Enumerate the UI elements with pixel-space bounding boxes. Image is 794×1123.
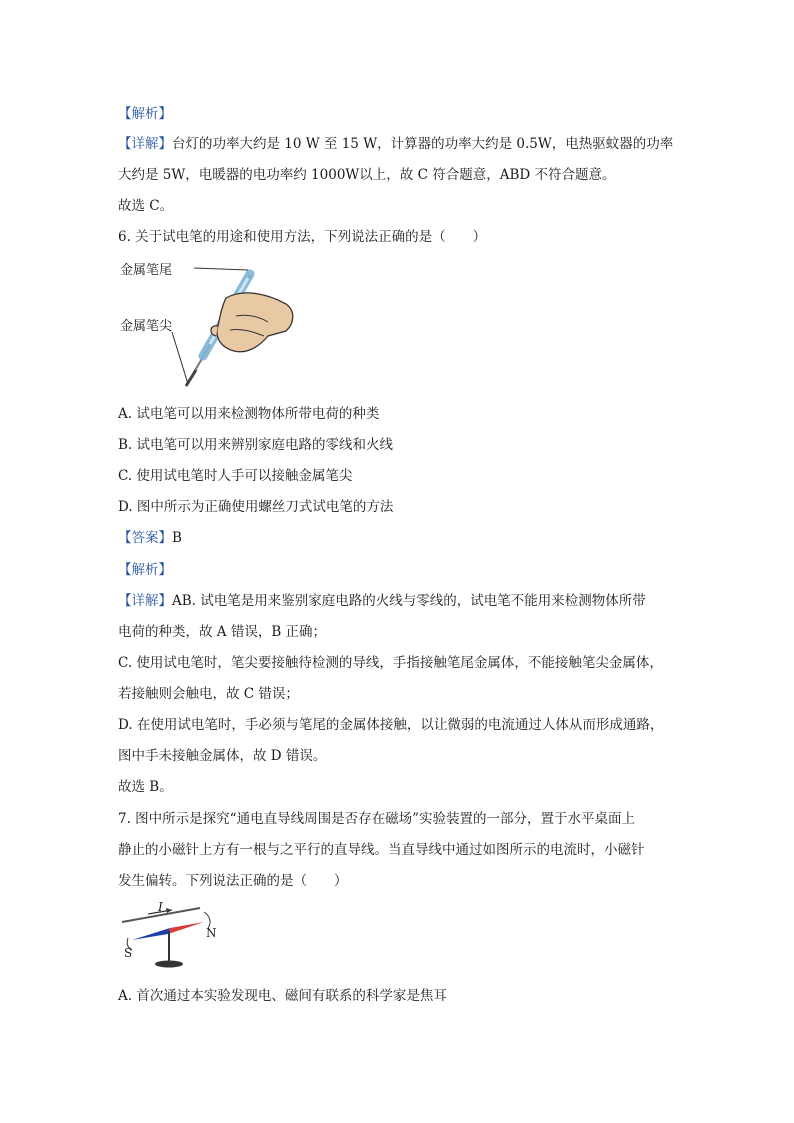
option-c: C. 使用试电笔时人手可以接触金属笔尖 bbox=[118, 468, 353, 484]
current-label: I bbox=[158, 900, 163, 914]
detail-line: D. 在使用试电笔时，手必须与笔尾的金属体接触，以让微弱的电流通过人体从而形成通路， bbox=[118, 717, 664, 733]
option-d: D. 图中所示为正确使用螺丝刀式试电笔的方法 bbox=[118, 499, 394, 515]
hand-shape bbox=[217, 293, 293, 352]
needle-south-half bbox=[132, 928, 170, 940]
north-label: N bbox=[206, 926, 217, 940]
detail-text: 台灯的功率大约是 10 W 至 15 W，计算器的功率大约是 0.5W，电热驱蚊器的功率 bbox=[172, 136, 674, 152]
conclusion: 故选 C。 bbox=[118, 198, 174, 214]
conclusion: 故选 B。 bbox=[118, 779, 173, 795]
detail-text: AB. 试电笔是用来鉴别家庭电路的火线与零线的，试电笔不能用来检测物体所带 bbox=[172, 593, 646, 609]
detail-line: 图中手未接触金属体，故 D 错误。 bbox=[118, 748, 327, 764]
option-a: A. 试电笔可以用来检测物体所带电荷的种类 bbox=[118, 406, 380, 422]
option-a: A. 首次通过本实验发现电、磁间有联系的科学家是焦耳 bbox=[118, 988, 447, 1004]
analysis-tag: 【解析】 bbox=[118, 562, 172, 578]
compass-figure bbox=[118, 900, 228, 975]
question-stem: 发生偏转。下列说法正确的是（ ） bbox=[118, 873, 348, 889]
answer-tag: 【答案】 bbox=[118, 530, 172, 546]
option-b: B. 试电笔可以用来辨别家庭电路的零线和火线 bbox=[118, 437, 394, 453]
detail-line: C. 使用试电笔时，笔尖要接触待检测的导线，手指接触笔尾金属体，不能接触笔尖金属体， bbox=[118, 655, 663, 671]
question-stem: 静止的小磁针上方有一根与之平行的直导线。当直导线中通过如图所示的电流时，小磁针 bbox=[118, 842, 645, 858]
question-stem: 6. 关于试电笔的用途和使用方法，下列说法正确的是（ ） bbox=[118, 229, 487, 245]
stand-base bbox=[155, 961, 183, 968]
tip-label: 金属笔尖 bbox=[120, 319, 173, 334]
tip-leader-line bbox=[172, 332, 188, 384]
question-stem: 7. 图中所示是探究“通电直导线周围是否存在磁场”实验装置的一部分，置于水平桌面上 bbox=[118, 811, 635, 827]
analysis-tag: 【解析】 bbox=[118, 106, 172, 122]
detail-line bbox=[118, 591, 646, 611]
detail-line: 电荷的种类，故 A 错误，B 正确； bbox=[118, 624, 327, 640]
detail-tag: 【详解】 bbox=[118, 136, 172, 152]
answer-value: B bbox=[172, 530, 182, 546]
needle-north-half bbox=[168, 922, 204, 934]
answer-line bbox=[118, 528, 182, 548]
south-label: S bbox=[124, 946, 133, 960]
tail-label: 金属笔尾 bbox=[120, 263, 173, 278]
detail-line: 大约是 5W，电暖器的电功率约 1000W以上，故 C 符合题意，ABD 不符合题意。 bbox=[118, 167, 616, 183]
detail-line: 若接触则会触电，故 C 错误； bbox=[118, 686, 299, 702]
detail-tag: 【详解】 bbox=[118, 593, 172, 609]
test-pen-figure bbox=[118, 256, 308, 396]
detail-line bbox=[118, 134, 673, 154]
tail-leader-line bbox=[194, 268, 248, 270]
